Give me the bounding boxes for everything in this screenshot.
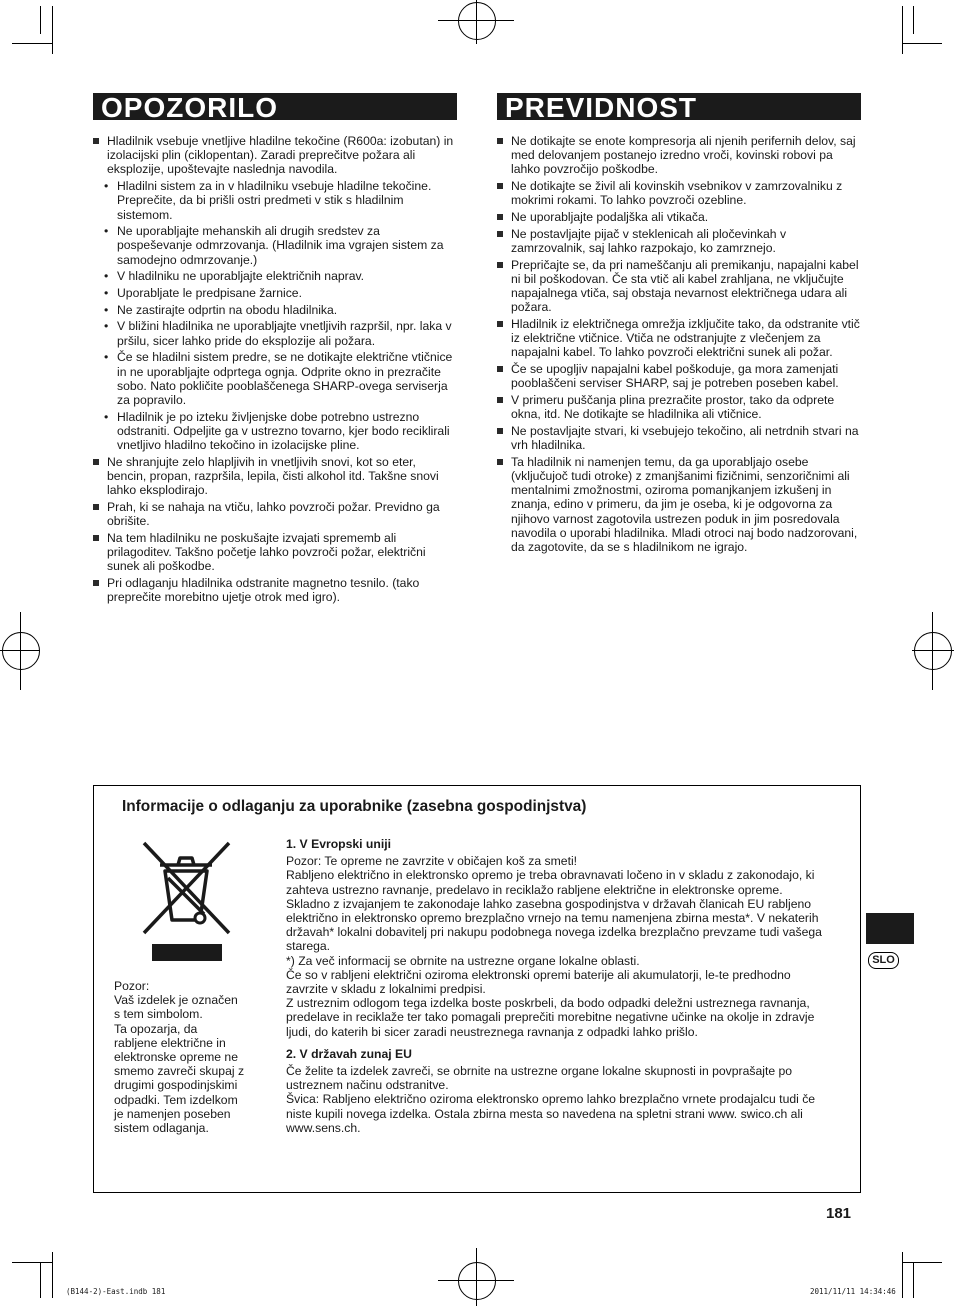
registration-mark-bottom (458, 1262, 496, 1300)
eu-paragraph: Če so v rabljeni električni oziroma elektronski opremi baterije ali akumulatorji, le-te predhodno zavrzite v skladu z lokalnimi predpisi. (286, 967, 791, 997)
warning-subitem: • Hladilnik je po izteku življenjske dobe potrebno ustrezno odstraniti. Odpeljite ga v ustrezno tovarno, kjer bodo reciklirali vnetljivo hladilno tekočino in izolacijske pline. (93, 410, 457, 453)
note-line: sistem odlaganja. (114, 1121, 209, 1136)
warning-item: Ne shranjujte zelo hlapljivih in vnetljivih snovi, kot so eter, bencin, propan, razpršila, lepila, čisti alkohol itd. Takšne snovi lahko eksplodirajo. (93, 455, 457, 498)
registration-mark-top (458, 2, 496, 40)
warning-subitem: • V bližini hladilnika ne uporabljajte vnetljivih razpršil, npr. laka v pršilu, sicer lahko pride do eksplozije ali požara. (93, 319, 457, 347)
note-line: s tem simbolom. (114, 1007, 203, 1022)
warning-item: Prah, ki se nahaja na vtiču, lahko povzroči požar. Previdno ga obrišite. (93, 500, 457, 528)
eu-paragraph: Rabljeno električno in elektronsko opremo je treba obravnavati ločeno in v skladu z zakonodajo, ki zahteva ustrezno ravnanje, predelavo in reciklažo rabljene električne in elektronske opreme. (286, 868, 815, 897)
warning-item: Hladilnik vsebuje vnetljive hladilne tekočine (R600a: izobutan) in izolacijski plin (ciklopentan). Zaradi preprečitve požara ali eksplozije, upoštevajte naslednja navodila. (93, 134, 457, 177)
caution-item: Ta hladilnik ni namenjen temu, da ga uporabljajo osebe (vključujoč tudi otroke) z zmanjšanimi fizičnimi, senzoričnimi ali mentalnimi zmožnostmi, oziroma pomanjkanjem izkušenj in znanja, edino v primeru, da jim je oseba, ki je odgovorna za njihovo varnost zagotovila ustrezen poduk in jim posredovala navodila o uporabi hladilnika. Mladi otroci naj bodo nadzorovani, da zagotovite, da se s hladilnikom ne igrajo. (497, 455, 861, 554)
caution-list (497, 134, 861, 557)
eu-paragraph: *) Za več informacij se obrnite na ustrezne organe lokalne oblasti. (286, 953, 640, 968)
non-eu-paragraph: Švica: Rabljeno električno oziroma elektronsko opremo lahko brezplačno vrnete prodajalcu tudi če niste kupili novega izdelka. Ostala zbirna mesta so navedena na spletni strani www. swico.ch ali www.sens.ch. (286, 1092, 816, 1135)
note-line: smemo zavreči skupaj z (114, 1064, 245, 1079)
caution-heading: PREVIDNOST (497, 93, 861, 120)
eu-paragraph: Skladno z izvajanjem te zakonodaje lahko zasebna gospodinjstva v državah članicah EU rabljeno električno in elektronsko opremo brezplačno vrnejo na temu namenjena zbirna mesta*. V nekaterih državah* lokalni dobavitelj pri nakupu podobnega novega izdelka brezplačno prevzame tudi vašega starega. (286, 896, 822, 954)
warning-item: Pri odlaganju hladilnika odstranite magnetno tesnilo. (tako preprečite morebitno ujetje otrok med igro). (93, 576, 457, 604)
language-badge: SLO (868, 952, 899, 969)
eu-paragraph: Pozor: Te opreme ne zavrzite v običajen koš za smeti! (286, 854, 578, 869)
warning-list (93, 134, 457, 607)
note-line: je namenjen poseben (114, 1106, 231, 1121)
registration-mark-left (2, 632, 40, 670)
note-line: odpadki. Tem izdelkom (114, 1092, 238, 1107)
footer-timestamp: 2011/11/11 14:34:46 (810, 1287, 896, 1296)
caution-item: Ne postavljajte pijač v steklenicah ali pločevinkah v zamrzovalnik, saj lahko razpokajo, ko zamrznejo. (497, 227, 861, 255)
caution-item: Ne postavljajte stvari, ki vsebujejo tekočino, ali netrdnih stvari na vrh hladilnika. (497, 424, 861, 452)
warning-subitem: • Hladilni sistem za in v hladilniku vsebuje hladilne tekočine. Preprečite, da bi prišli ostri predmeti v stik s hladilnim sistemom. (93, 179, 457, 222)
note-line: drugimi gospodinjskimi (114, 1078, 238, 1093)
warning-heading: OPOZORILO (93, 93, 457, 120)
disposal-symbol-note (114, 979, 264, 1135)
eu-paragraph: Z ustreznim odlogom tega izdelka boste poskrbeli, da bodo odpadki deležni ustreznega ravnanja, predelave in reciklaže ter tako pomagali preprečiti morebitne negativne učinke na okolje in zdravje ljudi, do katerih bi sicer zaradi neustreznega ravnanja z odpadki lahko prišlo. (286, 996, 815, 1039)
footer-file-info: (B144-2)-East.indb 181 (66, 1287, 166, 1296)
caution-item: Hladilnik iz električnega omrežja izklјučite tako, da odstranite vtič iz električne vtičnice. Vtiča ne odstranjujte z vlečenjem za napajalni kabel. To lahko povzroči električni sunek ali požar. (497, 317, 861, 360)
caution-item: V primeru puščanja plina prezračite prostor, tako da odprete okna, itd. Ne dotikajte se hladilnika ali vtičnice. (497, 393, 861, 421)
caution-item: Če se upogljiv napajalni kabel poškoduje, ga mora zamenjati pooblaščeni serviser SHARP, saj je potreben poseben kabel. (497, 362, 861, 390)
warning-subitem: • Če se hladilni sistem predre, se ne dotikajte električne vtičnice in ne uporabljajte odprtega ognja. Odprite okno in prezračite sobo. Nato pokličite pooblaščenega SHARP-ovega serviserja za popravilo. (93, 350, 457, 407)
note-line: elektronske opreme ne (114, 1050, 238, 1065)
warning-subitem: • Ne uporabljajte mehanskih ali drugih sredstev za pospeševanje odmrzovanja. (Hladilnik ima vgrajen sistem za samodejno odmrzovanje.) (93, 224, 457, 267)
eu-heading: 1. V Evropski uniji (286, 837, 391, 851)
language-tab-marker (866, 913, 914, 944)
disposal-title: Informacije o odlaganju za uporabnike (zasebna gospodinjstva) (122, 798, 587, 815)
page-number: 181 (826, 1205, 852, 1222)
warning-item: Na tem hladilniku ne poskušajte izvajati sprememb ali prilagoditev. Takšno početje lahko povzroči požar, električni sunek ali poškodbe. (93, 531, 457, 574)
caution-item: Ne uporabljajte podaljška ali vtikača. (497, 210, 861, 224)
non-eu-heading: 2. V državah zunaj EU (286, 1046, 412, 1061)
note-line: rabljene električne in (114, 1035, 226, 1050)
note-line: Pozor: (114, 979, 150, 993)
warning-subitem: • V hladilniku ne uporabljajte električnih naprav. (93, 269, 457, 283)
note-line: Ta opozarja, da (114, 1021, 198, 1036)
note-line: Vaš izdelek je označen (114, 993, 238, 1008)
caution-item: Prepričajte se, da pri nameščanju ali premikanju, napajalni kabel ni bil poškodovan. Če sta vtič ali kabel zrahljana, ne vključujte napajalnega vtiča, saj obstaja nevarnost električnega udara ali požara. (497, 258, 861, 315)
registration-mark-right (914, 632, 952, 670)
disposal-text (286, 837, 826, 1135)
caution-item: Ne dotikajte se enote kompresorja ali njenih perifernih delov, saj med delovanjem postanejo izredno vroči, kovinski robovi pa lahko povzročijo poškodbe. (497, 134, 861, 177)
non-eu-paragraph: Če želite ta izdelek zavreči, se obrnite na ustrezne organe lokalne skupnosti in povprašajte po ustreznem načinu odstranitve. (286, 1064, 793, 1093)
warning-subitem: • Ne zastirajte odprtin na obodu hladilnika. (93, 303, 457, 317)
crossed-out-wheelie-bin-icon (138, 838, 234, 968)
caution-item: Ne dotikajte se živil ali kovinskih vsebnikov v zamrzovalniku z mokrimi rokami. To lahko povzroči ozebline. (497, 179, 861, 207)
warning-subitem: • Uporabljate le predpisane žarnice. (93, 286, 457, 300)
